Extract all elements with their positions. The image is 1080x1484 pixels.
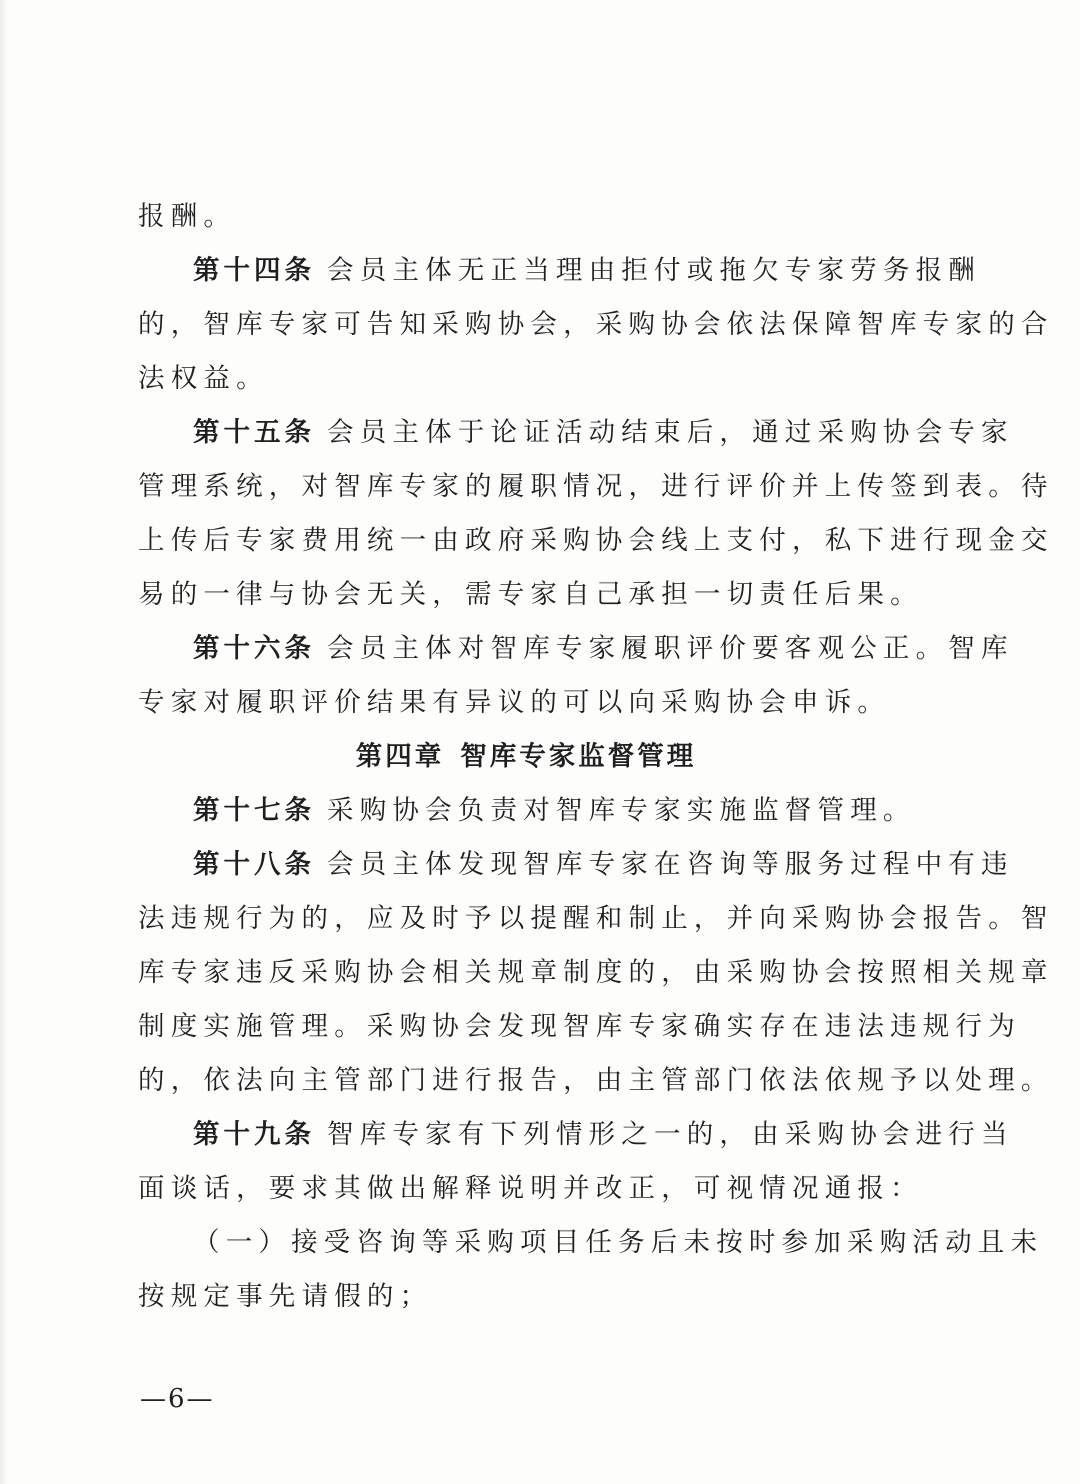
article-15 <box>138 406 1014 460</box>
chapter-title: 智库专家监督管理 <box>460 741 697 772</box>
article-number: 第十七条 <box>193 795 315 826</box>
text-line: 采购协会负责对智库专家实施监督管理。 <box>327 795 916 826</box>
document-body <box>138 190 1054 1324</box>
text-row <box>138 1270 914 1324</box>
text-line: 智库专家有下列情形之一的，由采购协会进行当 <box>327 1119 1014 1150</box>
list-item <box>138 1216 1044 1270</box>
article-number: 第十五条 <box>193 417 315 448</box>
text-line: 会员主体于论证活动结束后，通过采购协会专家 <box>327 417 1014 448</box>
text-line: 会员主体发现智库专家在咨询等服务过程中有违 <box>327 849 1014 880</box>
text-line: 会员主体无正当理由拒付或拖欠专家劳务报酬 <box>327 255 981 286</box>
text-line: 专家对履职评价结果有异议的可以向采购协会申诉。 <box>138 687 891 718</box>
scan-edge-shadow <box>0 0 8 1484</box>
article-19 <box>138 1108 1014 1162</box>
article-14 <box>138 244 981 298</box>
article-number: 第十九条 <box>193 1119 315 1150</box>
text-line: 会员主体对智库专家履职评价要客观公正。智库 <box>327 633 1014 664</box>
text-line: 管理系统，对智库专家的履职情况，进行评价并上传签到表。待 <box>138 471 1054 502</box>
text-line: 制度实施管理。采购协会发现智库专家确实存在违法违规行为 <box>138 1011 1021 1042</box>
chapter-number: 第四章 <box>355 741 445 772</box>
article-number: 第十四条 <box>193 255 315 286</box>
text-line: 按规定事先请假的； <box>138 1281 433 1312</box>
text-line: （一）接受咨询等采购项目任务后未按时参加采购活动且未 <box>193 1227 1044 1258</box>
text-row <box>138 946 1054 1000</box>
text-line: 易的一律与协会无关，需专家自己承担一切责任后果。 <box>138 579 923 610</box>
text-line: 报酬。 <box>138 201 237 232</box>
text-row <box>138 892 1054 946</box>
text-line: 的，依法向主管部门进行报告，由主管部门依法依规予以处理。 <box>138 1065 1054 1096</box>
text-row <box>138 676 914 730</box>
text-line: 面谈话，要求其做出解释说明并改正，可视情况通报： <box>138 1173 923 1204</box>
article-16 <box>138 622 1014 676</box>
article-18 <box>138 838 1014 892</box>
text-line: 法违规行为的，应及时予以提醒和制止，并向采购协会报告。智 <box>138 903 1054 934</box>
text-row <box>138 298 1054 352</box>
text-row <box>138 1162 923 1216</box>
text-line: 库专家违反采购协会相关规章制度的，由采购协会按照相关规章 <box>138 957 1054 988</box>
text-row <box>138 568 923 622</box>
paragraph-continuation <box>138 190 914 244</box>
text-line: 法权益。 <box>138 363 269 394</box>
article-17 <box>138 784 914 838</box>
page-number: —6— <box>140 1384 215 1414</box>
text-row <box>138 460 1054 514</box>
text-row <box>138 1054 1054 1108</box>
text-row <box>138 1000 1021 1054</box>
text-row <box>138 514 1054 568</box>
article-number: 第十六条 <box>193 633 315 664</box>
chapter-heading <box>138 730 914 784</box>
text-line: 上传后专家费用统一由政府采购协会线上支付，私下进行现金交 <box>138 525 1054 556</box>
article-number: 第十八条 <box>193 849 315 880</box>
text-row <box>138 352 914 406</box>
text-line: 的，智库专家可告知采购协会，采购协会依法保障智库专家的合 <box>138 309 1054 340</box>
